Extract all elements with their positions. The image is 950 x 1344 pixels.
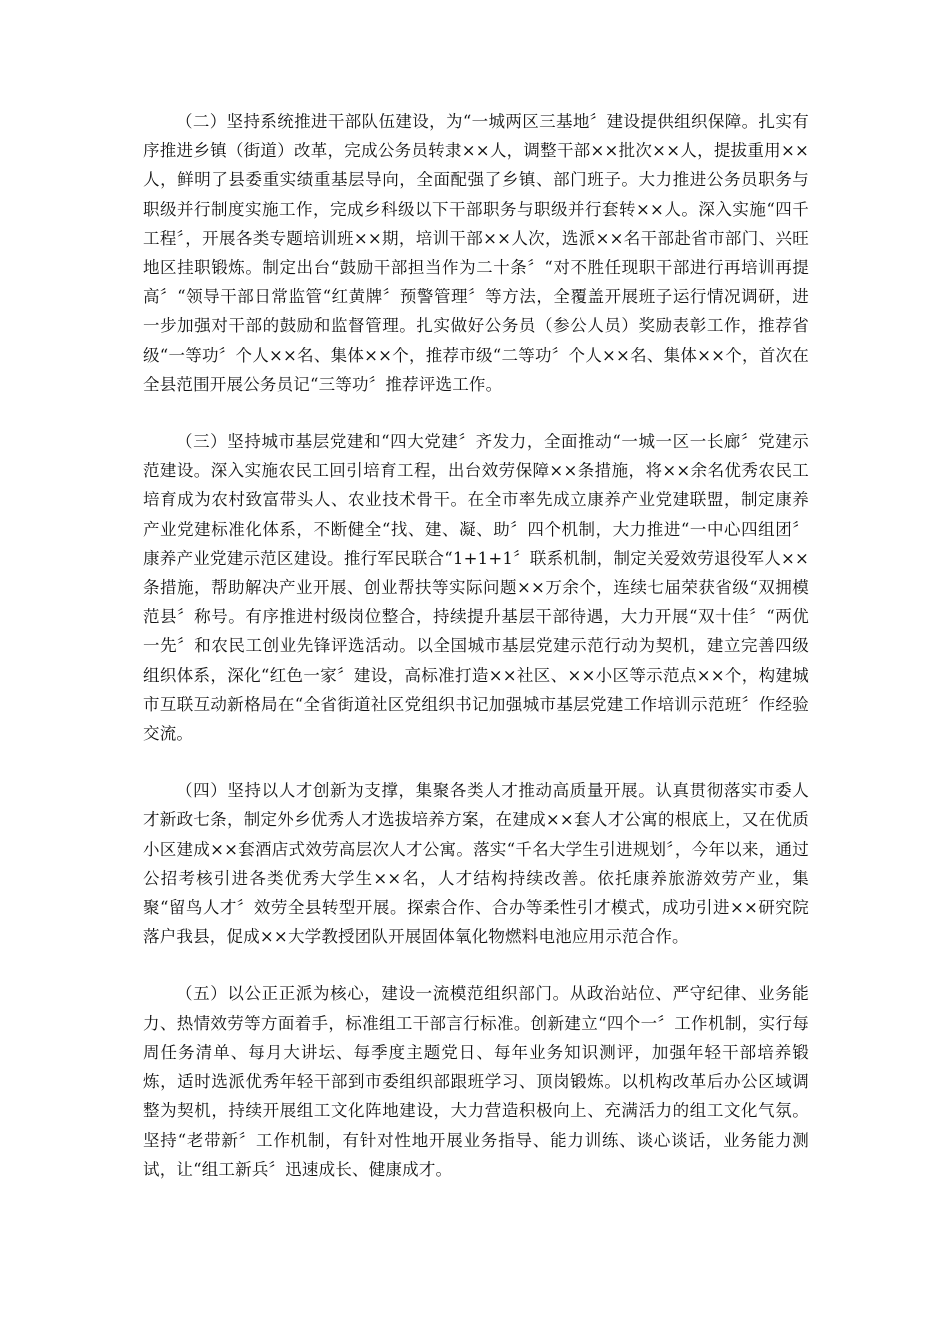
paragraph-section-5: （五）以公正正派为核心，建设一流模范组织部门。从政治站位、严守纪律、业务能力、热情效劳等方面着手，标准组工干部言行标准。创新建立“四个一〞工作机制，实行每周任务清单、每月大讲坛、每季度主题党日、每年业务知识测评，加强年轻干部培养锻炼，适时选派优秀年轻干部到市委组织部跟班学习、顶岗锻炼。以机构改革后办公区域调整为契机，持续开展组工文化阵地建设，大力营造积极向上、充满活力的组工文化气氛。坚持“老带新〞工作机制，有针对性地开展业务指导、能力训练、谈心谈话，业务能力测试，让“组工新兵〞迅速成长、健康成才。 [143,984,809,1179]
paragraph-section-2: （二）坚持系统推进干部队伍建设，为“一城两区三基地〞建设提供组织保障。扎实有序推进乡镇（街道）改革，完成公务员转隶××人，调整干部××批次××人，提拔重用××人，鲜明了县委重实绩重基层导向，全面配强了乡镇、部门班子。大力推进公务员职务与职级并行制度实施工作，完成乡科级以下干部职务与职级并行套转××人。深入实施“四千工程〞，开展各类专题培训班××期，培训干部××人次，选派××名干部赴省市部门、兴旺地区挂职锻炼。制定出台“鼓励干部担当作为二十条〞“对不胜任现职干部进行再培训再提高〞“领导干部日常监管“红黄牌〞预警管理〞等方法，全覆盖开展班子运行情况调研，进一步加强对干部的鼓励和监督管理。扎实做好公务员（参公人员）奖励表彰工作，推荐省级“一等功〞个人××名、集体××个，推荐市级“二等功〞个人××名、集体××个，首次在全县范围开展公务员记“三等功〞推荐评选工作。 [143,112,809,394]
paragraph-section-3: （三）坚持城市基层党建和“四大党建〞齐发力，全面推动“一城一区一长廊〞党建示范建设。深入实施农民工回引培育工程，出台效劳保障××条措施，将××余名优秀农民工培育成为农村致富带头人、农业技术骨干。在全市率先成立康养产业党建联盟，制定康养产业党建标准化体系，不断健全“找、建、凝、助〞四个机制，大力推进“一中心四组团〞康养产业党建示范区建设。推行军民联合“1+1+1〞联系机制，制定关爱效劳退役军人××条措施，帮助解决产业开展、创业帮扶等实际问题××万余个，连续七届荣获省级“双拥模范县〞称号。有序推进村级岗位整合，持续提升基层干部待遇，大力开展“双十佳〞“两优一先〞和农民工创业先锋评选活动。以全国城市基层党建示范行动为契机，建立完善四级组织体系，深化“红色一家〞建设，高标准打造××社区、××小区等示范点××个，构建城市互联互动新格局在“全省街道社区党组织书记加强城市基层党建工作培训示范班〞作经验交流。 [143,432,809,744]
document-body [143,107,809,1212]
paragraph-section-4: （四）坚持以人才创新为支撑，集聚各类人才推动高质量开展。认真贯彻落实市委人才新政七条，制定外乡优秀人才选拔培养方案，在建成××套人才公寓的根底上，又在优质小区建成××套酒店式效劳高层次人才公寓。落实“千名大学生引进规划〞，今年以来，通过公招考核引进各类优秀大学生××名，人才结构持续改善。依托康养旅游效劳产业，集聚“留鸟人才〞效劳全县转型开展。探索合作、合办等柔性引才模式，成功引进××研究院落户我县，促成××大学教授团队开展固体氧化物燃料电池应用示范合作。 [143,781,809,947]
